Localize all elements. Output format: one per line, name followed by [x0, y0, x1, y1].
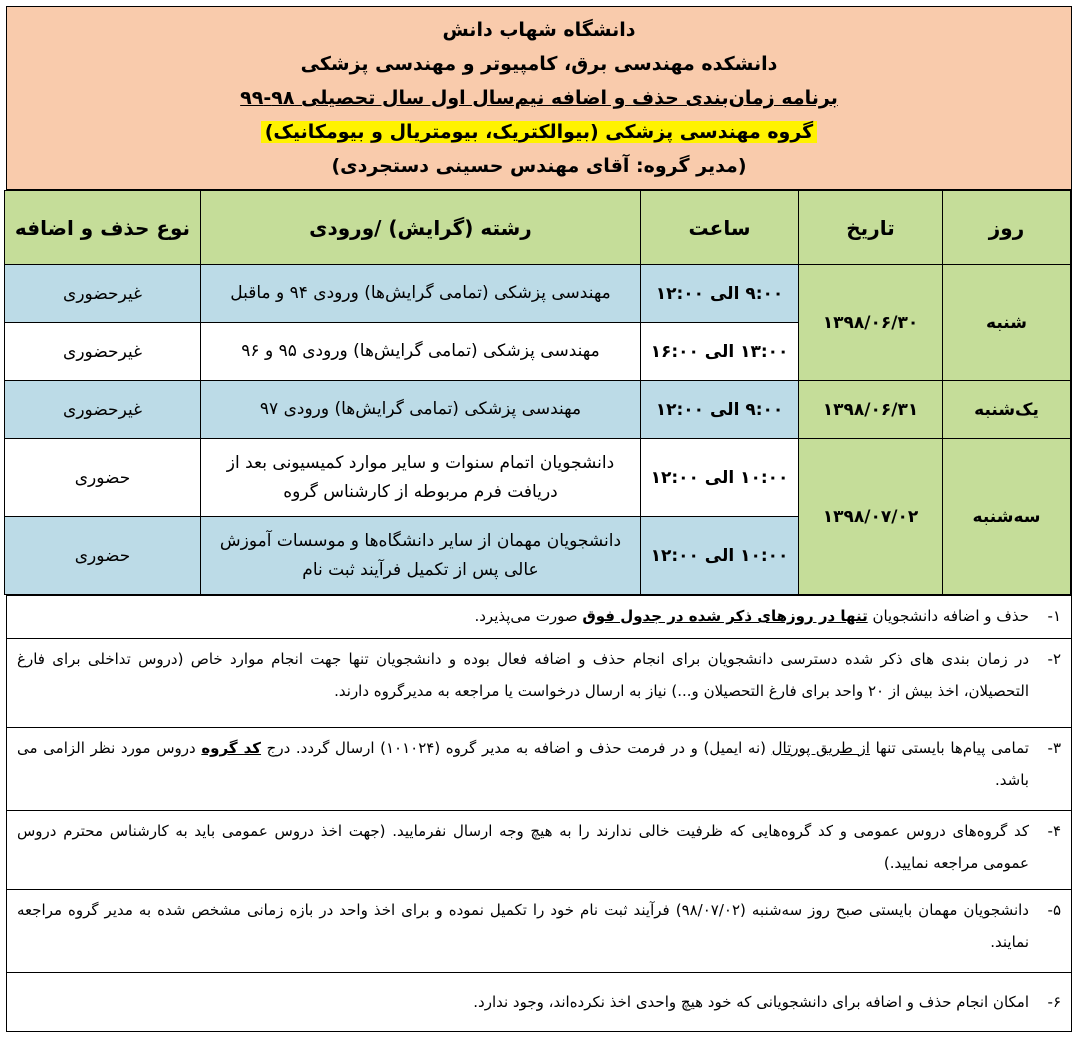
note-item: [7, 728, 1071, 811]
date-cell: ۱۳۹۸/۰۶/۳۱: [799, 381, 943, 439]
note-text: دانشجویان مهمان بایستی صبح روز سه‌شنبه (۹۸/۰۷/۰۲) فرآیند ثبت نام خود را تکمیل نموده و برای اخذ واحد در بازه زمانی مشخص شده به مدیر گروه مراجعه نمایند.: [17, 901, 1029, 951]
note-number: ۶-: [1047, 993, 1061, 1011]
note-item: [7, 890, 1071, 973]
table-row: [5, 265, 1071, 323]
schedule-table: [4, 190, 1071, 595]
faculty-name: دانشکده مهندسی برق، کامپیوتر و مهندسی پزشکی: [300, 53, 778, 75]
note-text: امکان انجام حذف و اضافه برای دانشجویانی که خود هیچ واحدی اخذ نکرده‌اند، وجود ندارد.: [473, 993, 1029, 1011]
field-cell: مهندسی پزشکی (تمامی گرایش‌ها) ورودی ۹۴ و ماقبل: [201, 265, 641, 323]
time-cell: ۱۰:۰۰ الی ۱۲:۰۰: [641, 439, 799, 517]
university-name: دانشگاه شهاب دانش: [442, 19, 636, 41]
table-row: [5, 439, 1071, 517]
note-number: ۳-: [1047, 739, 1061, 757]
header-time: ساعت: [641, 191, 799, 265]
group-name: گروه مهندسی پزشکی (بیوالکتریک، بیومتریال و بیومکانیک): [261, 121, 818, 143]
date-cell: ۱۳۹۸/۰۶/۳۰: [799, 265, 943, 381]
time-cell: ۱۳:۰۰ الی ۱۶:۰۰: [641, 323, 799, 381]
schedule-sheet: [6, 6, 1072, 1032]
time-cell: ۱۰:۰۰ الی ۱۲:۰۰: [641, 517, 799, 595]
date-cell: ۱۳۹۸/۰۷/۰۲: [799, 439, 943, 595]
note-text: حذف و اضافه دانشجویان تنها در روزهای ذکر شده در جدول فوق صورت می‌پذیرد.: [474, 607, 1029, 625]
type-cell: غیرحضوری: [5, 381, 201, 439]
header-field: رشته (گرایش) /ورودی: [201, 191, 641, 265]
time-cell: ۹:۰۰ الی ۱۲:۰۰: [641, 381, 799, 439]
field-cell: مهندسی پزشکی (تمامی گرایش‌ها) ورودی ۹۷: [201, 381, 641, 439]
header-day: روز: [943, 191, 1071, 265]
note-item: [7, 596, 1071, 639]
type-cell: حضوری: [5, 439, 201, 517]
time-cell: ۹:۰۰ الی ۱۲:۰۰: [641, 265, 799, 323]
group-manager: (مدیر گروه: آقای مهندس حسینی دستجردی): [331, 155, 747, 177]
note-item: [7, 973, 1071, 1031]
note-text: تمامی پیام‌ها بایستی تنها از طریق پورتال (نه ایمیل) و در فرمت حذف و اضافه به مدیر گروه (۱۰۱۰۲۴) ارسال گردد. درج کد گروه دروس مورد نظر الزامی می باشد.: [17, 739, 1029, 789]
field-cell: دانشجویان اتمام سنوات و سایر موارد کمیسیونی بعد از دریافت فرم مربوطه از کارشناس گروه: [201, 439, 641, 517]
note-item: [7, 811, 1071, 890]
note-text: کد گروه‌های دروس عمومی و کد گروه‌هایی که ظرفیت خالی ندارند را به هیچ وجه ارسال نفرمایید. (جهت اخذ دروس عمومی باید به کارشناس محترم دروس عمومی مراجعه نمایید.): [17, 822, 1029, 872]
type-cell: حضوری: [5, 517, 201, 595]
note-number: ۲-: [1047, 650, 1061, 668]
day-cell: یک‌شنبه: [943, 381, 1071, 439]
field-cell: دانشجویان مهمان از سایر دانشگاه‌ها و موسسات آموزش عالی پس از تکمیل فرآیند ثبت نام: [201, 517, 641, 595]
header-date: تاریخ: [799, 191, 943, 265]
type-cell: غیرحضوری: [5, 265, 201, 323]
note-number: ۴-: [1047, 822, 1061, 840]
document-header: [7, 7, 1071, 190]
table-row: [5, 381, 1071, 439]
note-number: ۱-: [1047, 607, 1061, 625]
note-number: ۵-: [1047, 901, 1061, 919]
type-cell: غیرحضوری: [5, 323, 201, 381]
notes-list: [7, 595, 1071, 1031]
field-cell: مهندسی پزشکی (تمامی گرایش‌ها) ورودی ۹۵ و ۹۶: [201, 323, 641, 381]
note-item: [7, 639, 1071, 728]
day-cell: سه‌شنبه: [943, 439, 1071, 595]
program-title: برنامه زمان‌بندی حذف و اضافه نیم‌سال اول سال تحصیلی ۹۸-۹۹: [240, 87, 838, 109]
day-cell: شنبه: [943, 265, 1071, 381]
header-type: نوع حذف و اضافه: [5, 191, 201, 265]
note-text: در زمان بندی های ذکر شده دسترسی دانشجویان برای انجام حذف و اضافه فعال بوده و دانشجویان تنها جهت انجام موارد خاص (دروس تداخلی برای فارغ التحصیلان، اخذ بیش از ۲۰ واحد برای فارغ التحصیلان و...) نیاز به ارسال درخواست یا مراجعه به مدیرگروه دارند.: [17, 650, 1029, 700]
